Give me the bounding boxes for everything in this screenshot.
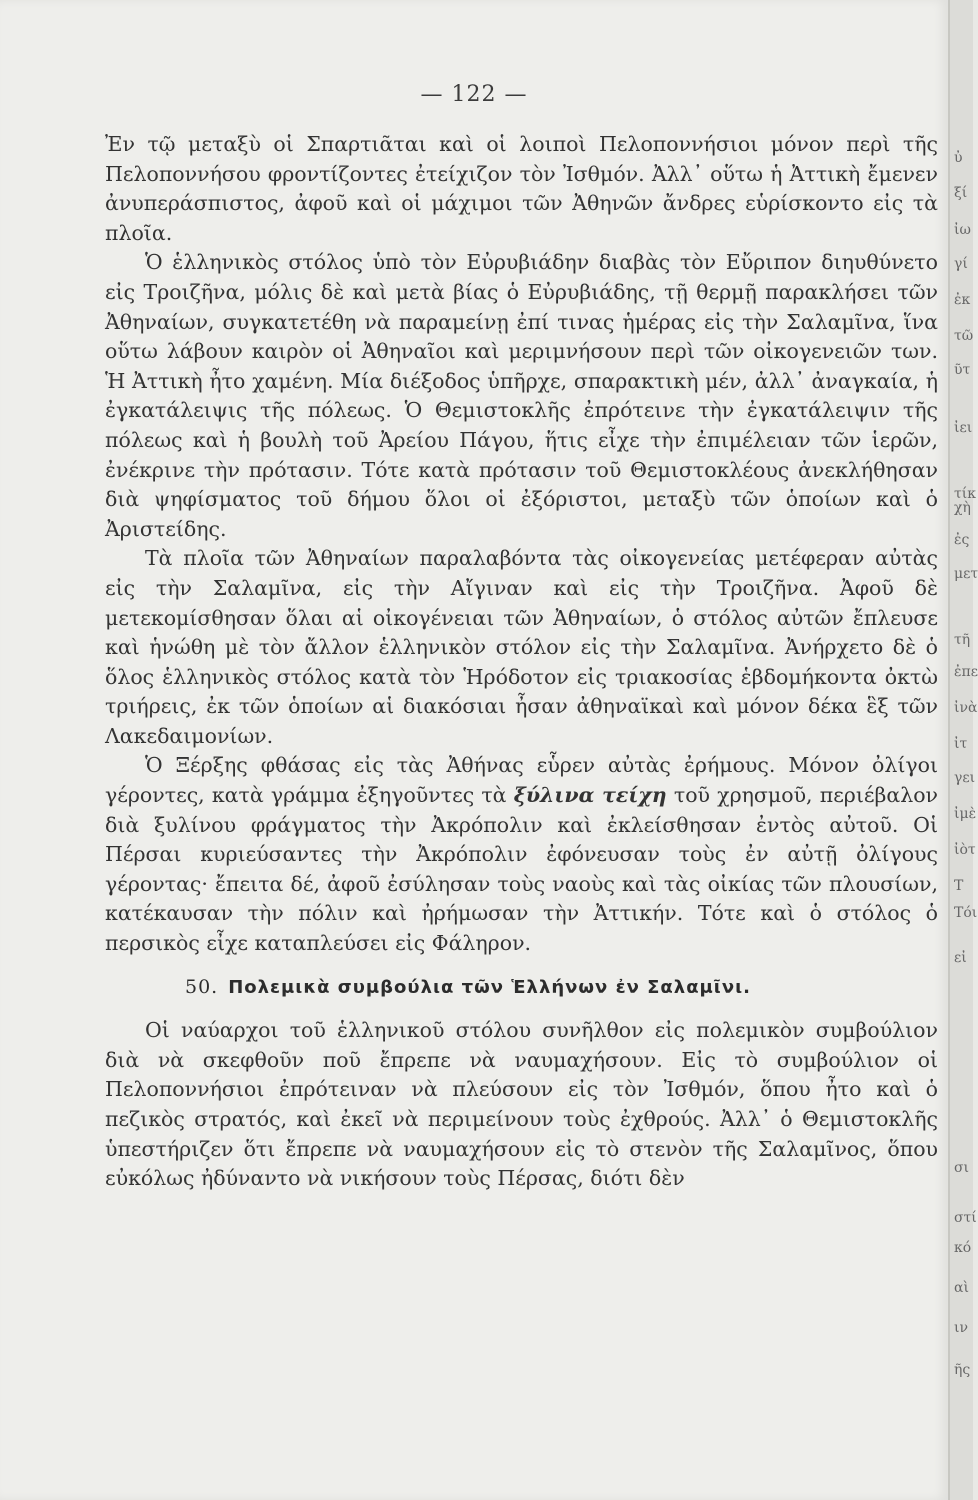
margin-fragment: γί	[954, 256, 968, 272]
margin-fragment: ἐπε	[954, 664, 978, 680]
margin-fragment: ἰμὲ	[954, 806, 977, 822]
paragraph-fleet-salamis: Ὁ ἑλληνικὸς στόλος ὑπὸ τὸν Εὐρυβιάδην διαβὰς τὸν Εὔριπον διηυθύνετο εἰς Τροιζῆνα, μόλις δὲ καὶ μετὰ βίας ὁ Εὐρυβιάδης, τῇ θερμῇ παρακλήσει τῶν Ἀθηναίων, συγκατετέθη νὰ παραμείνῃ ἐπί τινας ἡμέρας εἰς τὴν Σαλαμῖνα, ἵνα οὕτω λάβουν καιρὸν οἱ Ἀθηναῖοι καὶ μεριμνήσουν περὶ τῶν οἰκογενειῶν των. Ἡ Ἀττικὴ ἦτο χαμένη. Μία διέξοδος ὑπῆρχε, σπαρακτικὴ μέν, ἀλλ᾽ ἀναγκαία, ἡ ἐγκατάλειψις τῆς πόλεως. Ὁ Θεμιστοκλῆς ἐπρότεινε τὴν ἐγκατάλειψιν τῆς πόλεως καὶ ἡ βουλὴ τοῦ Ἀρείου Πάγου, ἥτις εἶχε τὴν ἐπιμέλειαν τῶν ἱερῶν, ἐνέκρινε τὴν πρότασιν. Τότε κατὰ πρότασιν τοῦ Θεμιστοκλέους ἀνεκλήθησαν διὰ ψηφίσματος τοῦ δήμου ὅλοι οἱ ἐξόριστοι, μεταξὺ τῶν ὁποίων καὶ ὁ Ἀριστείδης.	[105, 250, 938, 541]
paragraph-xerxes-text-after: τοῦ χρησμοῦ, περιέβαλον διὰ ξυλίνου φράγματος τὴν Ἀκρόπολιν καὶ ἐκλείσθησαν ἐντὸς αὐτοῦ. Οἱ Πέρσαι κυριεύσαντες τὴν Ἀκρόπολιν ἐφόνευσαν τοὺς ἐν αὐτῇ ὀλίγους γέροντας· ἔπειτα δέ, ἀφοῦ ἐσύλησαν τοὺς ναοὺς καὶ τὰς οἰκίας τῶν πλουσίων, κατέκαυσαν τὴν πόλιν καὶ ἠρήμωσαν τὴν Ἀττικήν. Τότε καὶ ὁ στόλος ὁ περσικὸς εἶχε καταπλεύσει εἰς Φάληρον.	[105, 783, 939, 956]
paragraph-ships-families: Τὰ πλοῖα τῶν Ἀθηναίων παραλαβόντα τὰς οἰκογενείας μετέφεραν αὐτὰς εἰς τὴν Σαλαμῖνα, εἰς τὴν Αἴγιναν καὶ εἰς τὴν Τροιζῆνα. Ἀφοῦ δὲ μετεκομίσθησαν ὅλαι αἱ οἰκογένειαι τῶν Ἀθηναίων, ὁ στόλος αὐτῶν ἔπλευσε καὶ ἡνώθη μὲ τὸν ἄλλον ἑλληνικὸν στόλον εἰς τὴν Σαλαμῖνα. Ἀνήρχετο δὲ ὁ ὅλος ἑλληνικὸς στόλος κατὰ τὸν Ἡρόδοτον εἰς τριακοσίας ἑβδομήκοντα ὀκτὼ τριήρεις, ἐκ τῶν ὁποίων αἱ διακόσιαι ἦσαν ἀθηναϊκαὶ καὶ μόνον δέκα ἓξ τῶν Λακεδαιμονίων.	[105, 546, 938, 748]
emphasis-wooden-walls: ξύλινα τείχη	[513, 783, 667, 808]
section-number: 50.	[185, 975, 219, 998]
margin-fragment: Τόι	[954, 905, 978, 921]
margin-fragment: ἰτ	[954, 736, 968, 752]
margin-fragment: στί	[954, 1210, 977, 1226]
margin-fragment: γει	[954, 770, 976, 786]
margin-fragment: χὴ	[954, 500, 971, 516]
margin-fragment: ἰω	[954, 222, 971, 238]
margin-fragment: ῦτ	[954, 362, 971, 378]
margin-fragment: ῆς	[954, 1362, 971, 1378]
paragraph-spartans: Ἐν τῷ μεταξὺ οἱ Σπαρτιᾶται καὶ οἱ λοιποὶ Πελοποννήσιοι μόνον περὶ τῆς Πελοποννήσου φροντίζοντες ἐτείχιζον τὸν Ἰσθμόν. Ἀλλ᾽ οὕτω ἡ Ἀττικὴ ἔμενεν ἀνυπεράσπιστος, ἀφοῦ καὶ οἱ μάχιμοι τῶν Ἀθηνῶν ἄνδρες εὑρίσκοντο εἰς τὰ πλοῖα.	[105, 132, 938, 245]
section-heading	[105, 973, 938, 1003]
margin-fragment: ὐ	[954, 150, 963, 166]
section-title: Πολεμικὰ συμβούλια τῶν Ἑλλήνων ἐν Σαλαμῖνι.	[228, 976, 751, 998]
margin-fragment: ἰνὰ	[954, 700, 978, 716]
margin-fragment: ἰὸτ	[954, 842, 976, 858]
paragraph-war-council: Οἱ ναύαρχοι τοῦ ἑλληνικοῦ στόλου συνῆλθον εἰς πολεμικὸν συμβούλιον διὰ νὰ σκεφθοῦν ποῦ ἔπρεπε νὰ ναυμαχήσουν. Εἰς τὸ συμβούλιον οἱ Πελοποννήσιοι ἐπρότειναν νὰ πλεύσουν εἰς τὸν Ἰσθμόν, ὅπου ἦτο καὶ ὁ πεζικὸς στρατός, καὶ ἐκεῖ νὰ περιμείνουν τοὺς ἐχθρούς. Ἀλλ᾽ ὁ Θεμιστοκλῆς ὑπεστήριζεν ὅτι ἔπρεπε νὰ ναυμαχήσουν εἰς τὸ στενὸν τῆς Σαλαμῖνος, ὅπου εὐκόλως ἠδύναντο νὰ νικήσουν τοὺς Πέρσας, διότι δὲν	[105, 1018, 938, 1191]
margin-fragment: ιν	[954, 1320, 968, 1336]
paragraph-xerxes-athens	[105, 751, 938, 958]
facing-page-edge	[948, 0, 978, 1500]
margin-fragment: ξί	[954, 185, 968, 201]
margin-fragment: τῆ	[954, 632, 971, 648]
margin-fragment: ἰει	[954, 420, 973, 436]
page-number: — 122 —	[420, 82, 528, 107]
margin-fragment: Τ	[954, 878, 964, 894]
margin-fragment: ἐκ	[954, 292, 971, 308]
margin-fragment: εἰ	[954, 950, 967, 966]
margin-fragment: αὶ	[954, 1280, 969, 1296]
margin-fragment: τίκ	[954, 486, 976, 502]
page-body	[105, 130, 938, 1194]
margin-fragment: ἐς	[954, 532, 970, 548]
margin-fragment: μετ	[954, 566, 978, 582]
margin-fragment: κό	[954, 1240, 972, 1256]
paragraph-xerxes-text-before: Ὁ Ξέρξης φθάσας εἰς τὰς Ἀθήνας εὗρεν αὐτὰς ἐρήμους. Μόνον ὀλίγοι γέροντες, κατὰ γράμμα ἐξηγοῦντες τὰ	[105, 753, 938, 808]
margin-fragment: σι	[954, 1160, 970, 1176]
margin-fragment: τῶ	[954, 328, 974, 344]
